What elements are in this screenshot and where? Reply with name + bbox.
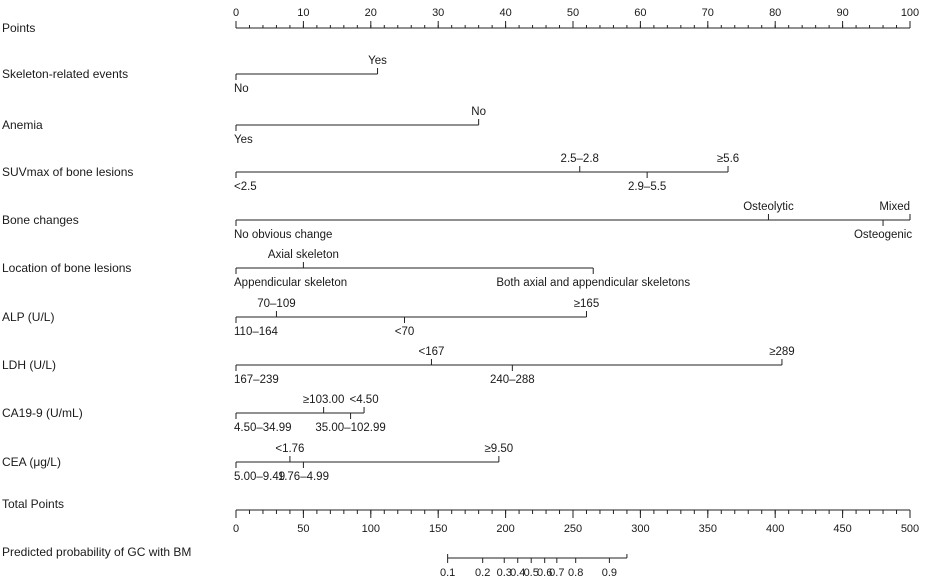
probability-tick-label: 0.6 <box>537 567 553 579</box>
total-tick-label: 500 <box>900 523 920 535</box>
level-label: 240–288 <box>489 374 535 386</box>
points-tick-label: 40 <box>499 7 512 19</box>
probability-tick-label: 0.4 <box>510 567 526 579</box>
probability-tick-label: 0.8 <box>568 567 584 579</box>
level-label: 167–239 <box>234 374 279 386</box>
level-label: Axial skeleton <box>267 249 339 261</box>
level-label: 2.9–5.5 <box>627 181 667 193</box>
probability-tick-label: 0.9 <box>601 567 618 579</box>
points-tick-label: 10 <box>297 7 310 19</box>
level-label: ≥289 <box>769 346 795 358</box>
total-tick-label: 450 <box>833 523 852 535</box>
level-label: 4.50–34.99 <box>234 422 292 434</box>
points-tick-label: 80 <box>769 7 782 19</box>
variable-label: Skeleton-related events <box>2 67 129 81</box>
level-label: Osteogenic <box>853 229 913 241</box>
variable-label: CA19-9 (U/mL) <box>2 406 83 420</box>
level-label: ≥103.00 <box>302 394 345 406</box>
level-label: 70–109 <box>257 298 296 310</box>
points-tick-label: 0 <box>232 7 240 19</box>
probability-tick-label: 0.1 <box>439 567 456 579</box>
level-label: <2.5 <box>234 181 257 193</box>
level-label: Osteolytic <box>743 201 794 213</box>
total-tick-label: 400 <box>766 523 785 535</box>
level-label: Appendicular skeleton <box>234 277 348 289</box>
variable-label: CEA (μg/L) <box>2 455 61 469</box>
points-tick-label: 70 <box>701 7 714 19</box>
level-label: <1.76 <box>275 443 305 455</box>
points-tick-label: 100 <box>900 7 920 19</box>
level-label: 110–164 <box>234 326 278 338</box>
variable-label: ALP (U/L) <box>2 310 55 324</box>
total-tick-label: 100 <box>361 523 380 535</box>
level-label: Mixed <box>879 201 910 213</box>
level-label: ≥9.50 <box>484 443 514 455</box>
points-tick-label: 90 <box>836 7 849 19</box>
total-tick-label: 200 <box>496 523 515 535</box>
total-tick-label: 300 <box>631 523 650 535</box>
variable-label: LDH (U/L) <box>2 358 57 372</box>
points-tick-label: 30 <box>432 7 445 19</box>
points-tick-label: 50 <box>566 7 580 19</box>
total-tick-label: 50 <box>297 523 310 535</box>
points-tick-label: 20 <box>364 7 377 19</box>
level-label: ≥5.6 <box>716 153 740 165</box>
probability-axis-label: Predicted probability of GC with BM <box>2 545 192 559</box>
probability-tick-label: 0.5 <box>523 567 539 579</box>
level-label: No <box>234 83 249 95</box>
level-label: <167 <box>418 346 445 358</box>
level-label: No <box>471 106 486 118</box>
level-label: No obvious change <box>234 229 333 241</box>
probability-tick-label: 0.3 <box>496 567 512 579</box>
total-points-axis-label: Total Points <box>2 497 65 511</box>
variable-label: Location of bone lesions <box>2 261 132 275</box>
level-label: Yes <box>368 55 387 67</box>
level-label: <4.50 <box>349 394 379 406</box>
points-tick-label: 60 <box>634 7 647 19</box>
level-label: Both axial and appendicular skeletons <box>496 277 691 289</box>
level-label: ≥165 <box>573 298 600 310</box>
variable-label: Bone changes <box>2 213 79 227</box>
variable-label: Anemia <box>2 118 43 132</box>
level-label: Yes <box>234 134 253 146</box>
probability-tick-label: 0.2 <box>475 567 491 579</box>
level-label: 35.00–102.99 <box>315 422 386 434</box>
total-tick-label: 150 <box>429 523 448 535</box>
level-label: 1.76–4.99 <box>277 471 329 483</box>
variable-label: SUVmax of bone lesions <box>2 165 134 179</box>
total-tick-label: 0 <box>232 523 240 535</box>
level-label: 2.5–2.8 <box>560 153 599 165</box>
total-tick-label: 350 <box>698 523 717 535</box>
level-label: 5.00–9.49 <box>234 471 286 483</box>
level-label: <70 <box>394 326 415 338</box>
total-tick-label: 250 <box>563 523 583 535</box>
points-axis-label: Points <box>2 21 36 35</box>
probability-tick-label: 0.7 <box>549 567 565 579</box>
